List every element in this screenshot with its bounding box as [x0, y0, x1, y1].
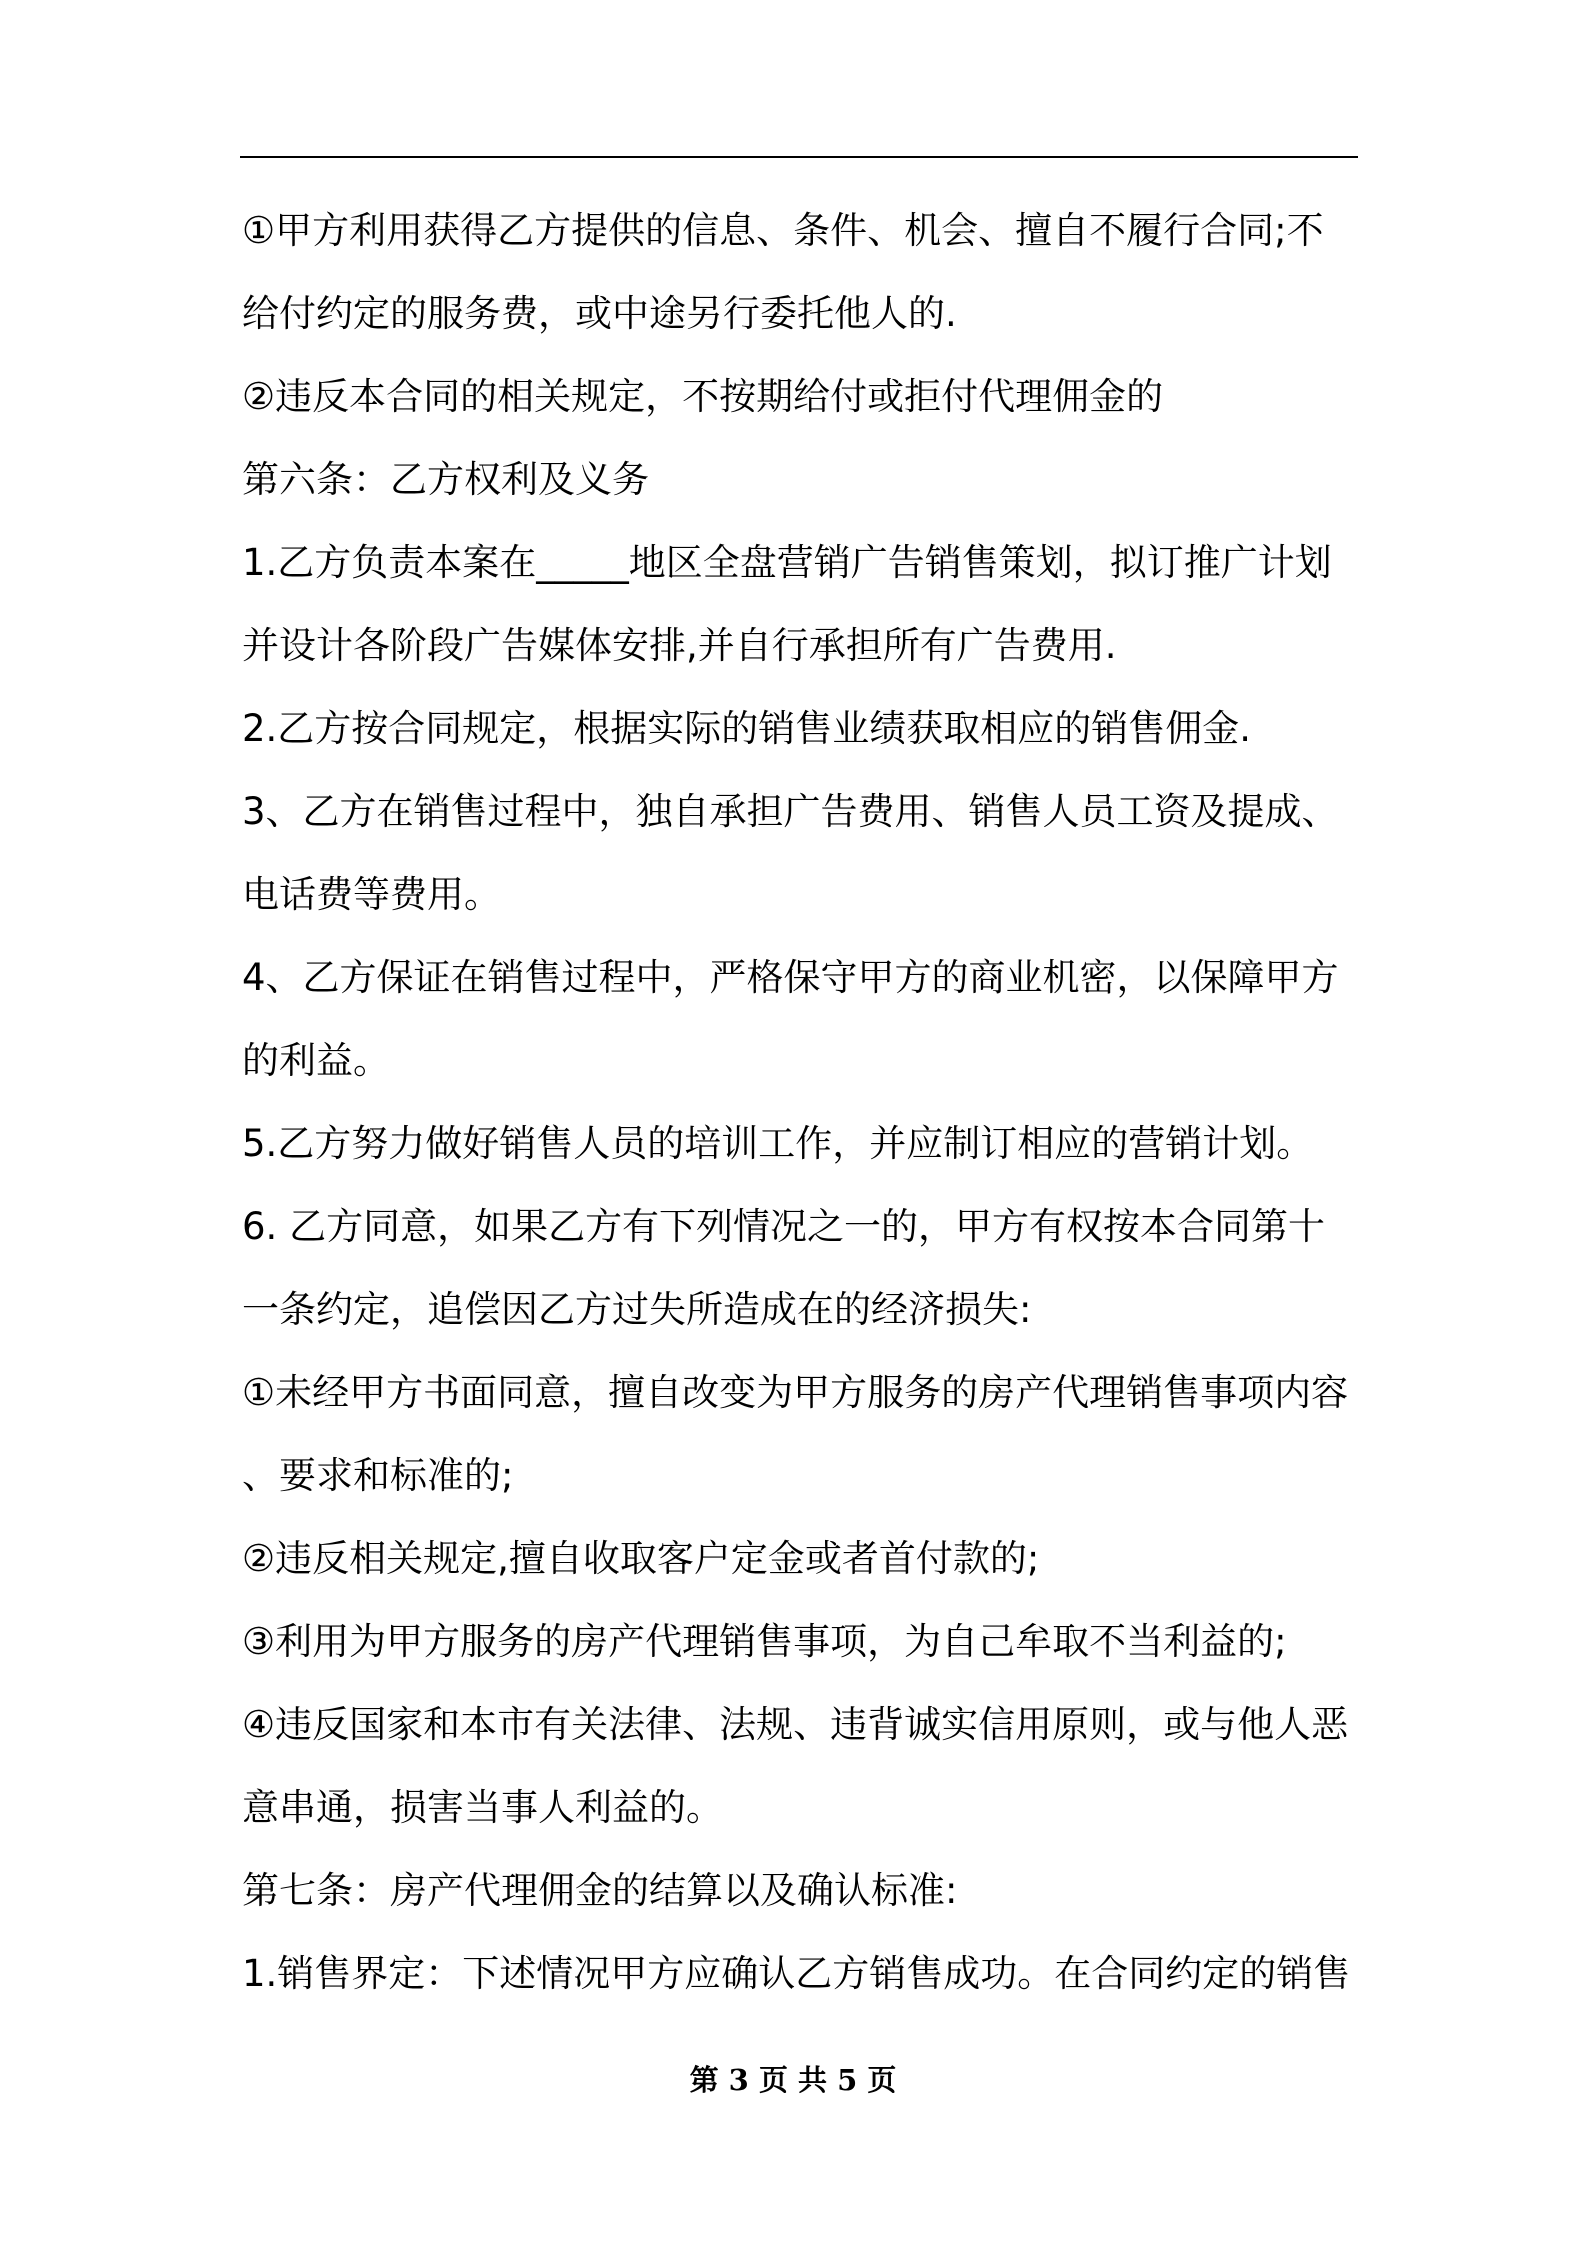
text-line: 5.乙方努力做好销售人员的培训工作，并应制订相应的营销计划。: [242, 1122, 1314, 1165]
text-line: 并设计各阶段广告媒体安排,并自行承担所有广告费用.: [242, 624, 1117, 667]
text-line: ④违反国家和本市有关法律、法规、违背诚实信用原则，或与他人恶: [242, 1703, 1349, 1746]
text-line: 意串通，损害当事人利益的。: [242, 1786, 723, 1829]
text-line: 1.乙方负责本案在_____地区全盘营销广告销售策划，拟订推广计划: [242, 541, 1332, 584]
text-line: ②违反本合同的相关规定，不按期给付或拒付代理佣金的: [242, 375, 1164, 418]
text-line: 2.乙方按合同规定，根据实际的销售业绩获取相应的销售佣金.: [242, 707, 1252, 750]
text-line: 、要求和标准的;: [242, 1454, 514, 1497]
text-line: 的利益。: [242, 1039, 390, 1082]
text-line: ①未经甲方书面同意，擅自改变为甲方服务的房产代理销售事项内容: [242, 1371, 1349, 1414]
header-rule: [240, 156, 1358, 158]
section-heading: 第六条：乙方权利及义务: [242, 458, 649, 501]
text-line: ③利用为甲方服务的房产代理销售事项，为自己牟取不当利益的;: [242, 1620, 1287, 1663]
text-line: 1.销售界定：下述情况甲方应确认乙方销售成功。在合同约定的销售: [242, 1952, 1351, 1995]
text-line: 3、乙方在销售过程中，独自承担广告费用、销售人员工资及提成、: [242, 790, 1339, 833]
text-line: 给付约定的服务费，或中途另行委托他人的.: [242, 292, 957, 335]
page-number: 第 3 页 共 5 页: [689, 2063, 897, 2097]
text-line: 电话费等费用。: [242, 873, 501, 916]
text-line: ②违反相关规定,擅自收取客户定金或者首付款的;: [242, 1537, 1040, 1580]
text-line: 一条约定，追偿因乙方过失所造成在的经济损失:: [242, 1288, 1032, 1331]
document-body: [242, 196, 1362, 2022]
section-heading: 第七条：房产代理佣金的结算以及确认标准:: [242, 1869, 958, 1912]
text-line: ①甲方利用获得乙方提供的信息、条件、机会、擅自不履行合同;不: [242, 209, 1324, 252]
text-line: 4、乙方保证在销售过程中，严格保守甲方的商业机密，以保障甲方: [242, 956, 1339, 999]
text-line: 6. 乙方同意，如果乙方有下列情况之一的，甲方有权按本合同第十: [242, 1205, 1326, 1248]
